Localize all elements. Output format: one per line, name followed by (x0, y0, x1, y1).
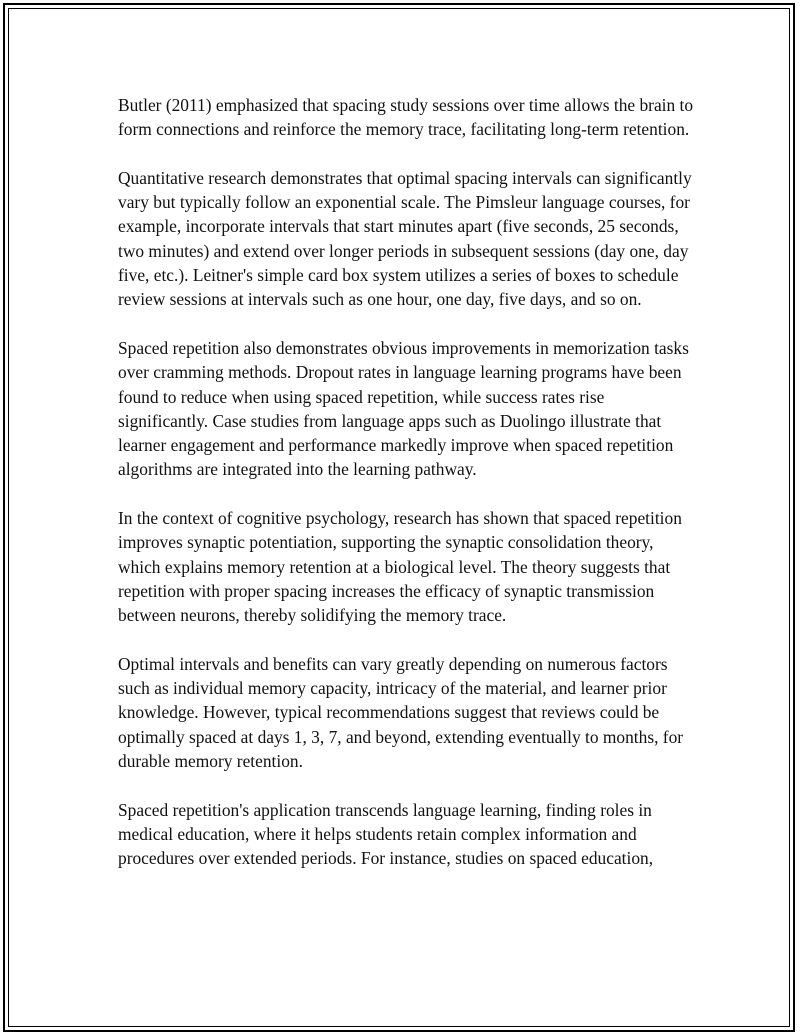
paragraph-butler: Butler (2011) emphasized that spacing study sessions over time allows the brain to form connections and reinforce the memory trace, facilitating long-term retention. (118, 95, 694, 140)
paragraph-memorization: Spaced repetition also demonstrates obvious improvements in memorization tasks over cramming methods. Dropout rates in language learning programs have been found to reduce when using spaced repetition, while success rates rise significantly. Case studies from language apps such as Duolingo illustrate that learner engagement and performance markedly improve when spaced repetition algorithms are integrated into the learning pathway. (118, 337, 689, 480)
paragraph-cognitive-psychology: In the context of cognitive psychology, research has shown that spaced repetition improves synaptic potentiation, supporting the synaptic consolidation theory, which explains memory retention at a biological level. The theory suggests that repetition with proper spacing increases the efficacy of synaptic transmission between neurons, thereby solidifying the memory trace. (118, 508, 682, 626)
paragraph-spacing-intervals: Quantitative research demonstrates that optimal spacing intervals can significantly vary but typically follow an exponential scale. The Pimsleur language courses, for example, incorporate intervals that start minutes apart (five seconds, 25 seconds, two minutes) and extend over longer periods in subsequent sessions (day one, day five, etc.). Leitner's simple card box system utilizes a series of boxes to schedule review sessions at intervals such as one hour, one day, five days, and so on. (118, 167, 692, 310)
document-body (118, 93, 698, 895)
paragraph-optimal-intervals: Optimal intervals and benefits can vary greatly depending on numerous factors such as individual memory capacity, intricacy of the material, and learner prior knowledge. However, typical recommendations suggest that reviews could be optimally spaced at days 1, 3, 7, and beyond, extending eventually to months, for durable memory retention. (118, 653, 684, 772)
paragraph-medical-education: Spaced repetition's application transcends language learning, finding roles in medical education, where it helps students retain complex information and procedures over extended periods. For instance, studies on spaced education, (118, 799, 654, 869)
